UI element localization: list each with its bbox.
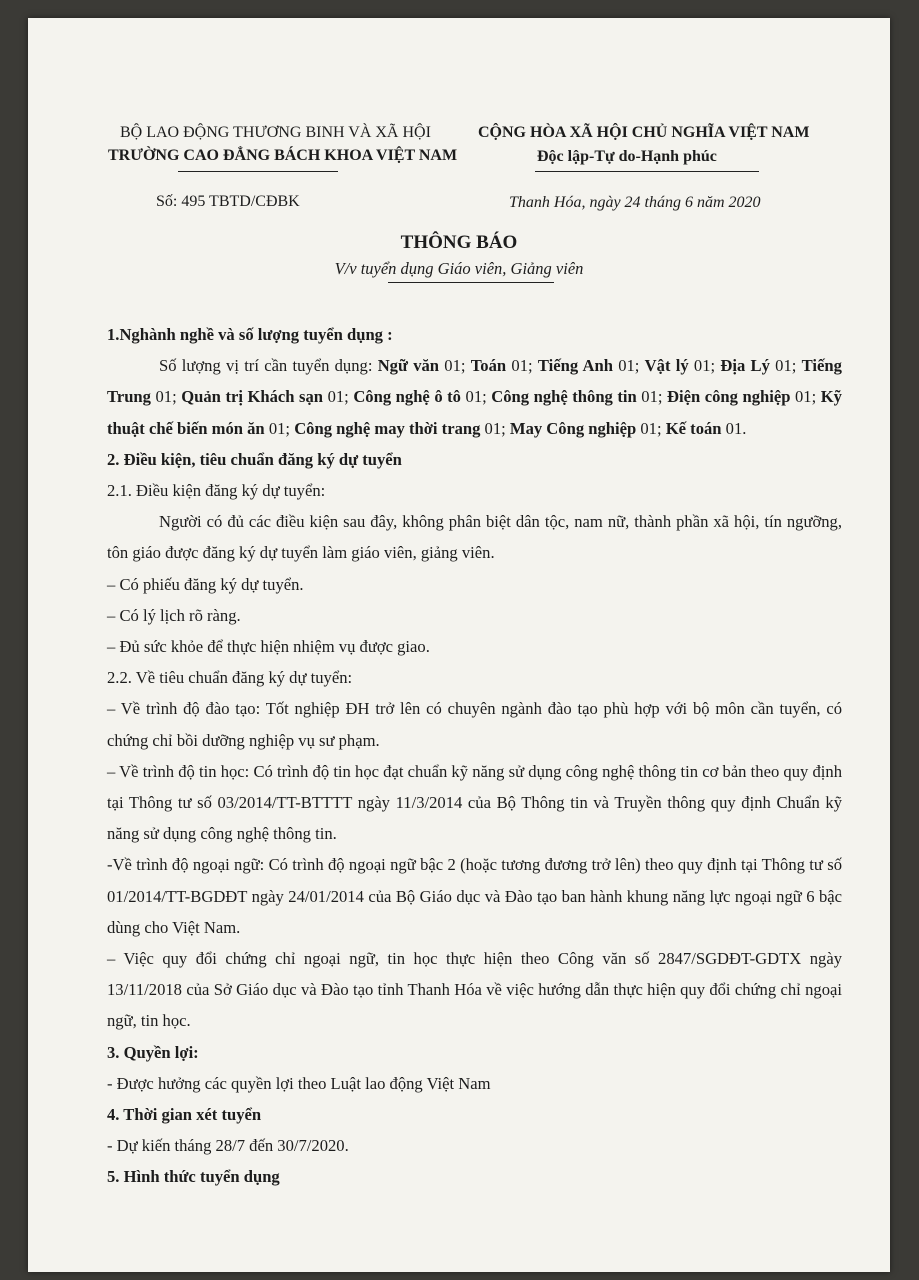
position-name: Toán xyxy=(470,356,507,376)
position-name: Tiếng Anh xyxy=(537,356,613,376)
position-count: 01; xyxy=(150,387,182,407)
school-name: TRƯỜNG CAO ĐẲNG BÁCH KHOA VIỆT NAM xyxy=(108,147,458,164)
position-name: Địa Lý xyxy=(720,356,770,376)
position-name: Tiếng Trung xyxy=(107,356,842,407)
position-count: 01; xyxy=(688,356,721,376)
standard-training: – Về trình độ đào tạo: Tốt nghiệp ĐH trở lên có chuyên ngành đào tạo phù hợp với bộ môn cần tuyển, có chứng chỉ bồi dưỡng nghiệp vụ sư phạm. xyxy=(107,699,842,750)
section-5-heading: 5. Hình thức tuyển dụng xyxy=(107,1167,280,1187)
motto-underline xyxy=(535,171,759,172)
position-count: 01; xyxy=(636,387,668,407)
position-count: 01; xyxy=(480,418,510,438)
document-page xyxy=(28,18,890,1272)
position-name: May Công nghiệp xyxy=(509,418,637,438)
condition-item: – Có lý lịch rõ ràng. xyxy=(107,605,241,625)
school-underline xyxy=(178,171,338,172)
position-count: 01; xyxy=(264,418,295,438)
section-1-heading: 1.Nghành nghề và số lượng tuyển dụng : xyxy=(107,325,393,344)
section-3-heading: 3. Quyền lợi: xyxy=(107,1042,199,1062)
position-count: 01; xyxy=(769,356,802,376)
position-count: 01; xyxy=(636,418,666,438)
position-name: Kế toán xyxy=(665,418,722,438)
document-body xyxy=(107,319,842,1193)
condition-item: – Có phiếu đăng ký dự tuyển. xyxy=(107,574,304,594)
position-name: Kỹ thuật chế biến món ăn xyxy=(107,387,842,438)
eligibility-paragraph: Người có đủ các điều kiện sau đây, không phân biệt dân tộc, nam nữ, thành phần xã hội, tín ngưỡng, tôn giáo được đăng ký dự tuyển làm giáo viên, giảng viên. xyxy=(107,512,842,563)
position-name: Vật lý xyxy=(644,356,689,376)
section-2-1-heading: 2.1. Điều kiện đăng ký dự tuyển: xyxy=(107,481,326,501)
document-number: Số: 495 TBTD/CĐBK xyxy=(156,193,300,210)
position-name: Quản trị Khách sạn xyxy=(181,387,324,407)
place-date: Thanh Hóa, ngày 24 tháng 6 năm 2020 xyxy=(509,194,761,211)
section-2-2-heading: 2.2. Về tiêu chuẩn đăng ký dự tuyển: xyxy=(107,668,353,688)
benefits-line: - Được hưởng các quyền lợi theo Luật lao động Việt Nam xyxy=(107,1073,491,1093)
position-name: Ngữ văn xyxy=(377,356,440,376)
position-name: Công nghệ ô tô xyxy=(353,387,461,407)
standard-language: -Về trình độ ngoại ngữ: Có trình độ ngoại ngữ bậc 2 (hoặc tương đương trở lên) theo quy định tại Thông tư số 01/2014/TT-BGDĐT ngày 24/01/2014 của Bộ Giáo dục và Đào tạo ban hành khung năng lực ngoại ngữ 6 bậc dùng cho Việt Nam. xyxy=(107,855,842,937)
position-name: Công nghệ may thời trang xyxy=(294,418,481,438)
document-title: THÔNG BÁO xyxy=(400,232,518,253)
position-count: 01; xyxy=(790,387,821,407)
position-name: Điện công nghiệp xyxy=(667,387,791,407)
nation-name: CỘNG HÒA XÃ HỘI CHỦ NGHĨA VIỆT NAM xyxy=(478,124,810,141)
position-count: 01; xyxy=(612,356,645,376)
document-subtitle: V/v tuyển dụng Giáo viên, Giảng viên xyxy=(334,259,584,278)
position-count: 01; xyxy=(506,356,538,376)
positions-paragraph xyxy=(107,350,842,444)
section-2-heading: 2. Điều kiện, tiêu chuẩn đăng ký dự tuyển xyxy=(107,449,402,469)
subtitle-underline xyxy=(388,282,554,283)
schedule-line: - Dự kiến tháng 28/7 đến 30/7/2020. xyxy=(107,1136,349,1156)
nation-motto: Độc lập-Tự do-Hạnh phúc xyxy=(537,148,717,165)
position-count: 01; xyxy=(439,356,471,376)
ministry-name: BỘ LAO ĐỘNG THƯƠNG BINH VÀ XÃ HỘI xyxy=(120,124,431,141)
section-4-heading: 4. Thời gian xét tuyển xyxy=(107,1105,262,1125)
position-name: Công nghệ thông tin xyxy=(491,387,637,407)
condition-item: – Đủ sức khỏe để thực hiện nhiệm vụ được giao. xyxy=(107,637,430,657)
position-count: 01. xyxy=(721,418,747,438)
standard-it: – Về trình độ tin học: Có trình độ tin học đạt chuẩn kỹ năng sử dụng công nghệ thông tin cơ bản theo quy định tại Thông tư số 03/2014/TT-BTTTT ngày 11/3/2014 của Bộ Thông tin và Truyền thông quy định Chuẩn kỹ năng sử dụng công nghệ thông tin. xyxy=(107,761,842,844)
standard-conversion: – Việc quy đổi chứng chỉ ngoại ngữ, tin học thực hiện theo Công văn số 2847/SGDĐT-GDTX ngày 13/11/2018 của Sở Giáo dục và Đào tạo tỉnh Thanh Hóa về việc hướng dẫn thực hiện quy đổi chứng chỉ ngoại ngữ, tin học. xyxy=(107,949,842,1031)
position-count: 01; xyxy=(323,387,354,407)
position-count: 01; xyxy=(460,387,492,407)
positions-intro: Số lượng vị trí cần tuyển dụng: xyxy=(159,356,378,376)
